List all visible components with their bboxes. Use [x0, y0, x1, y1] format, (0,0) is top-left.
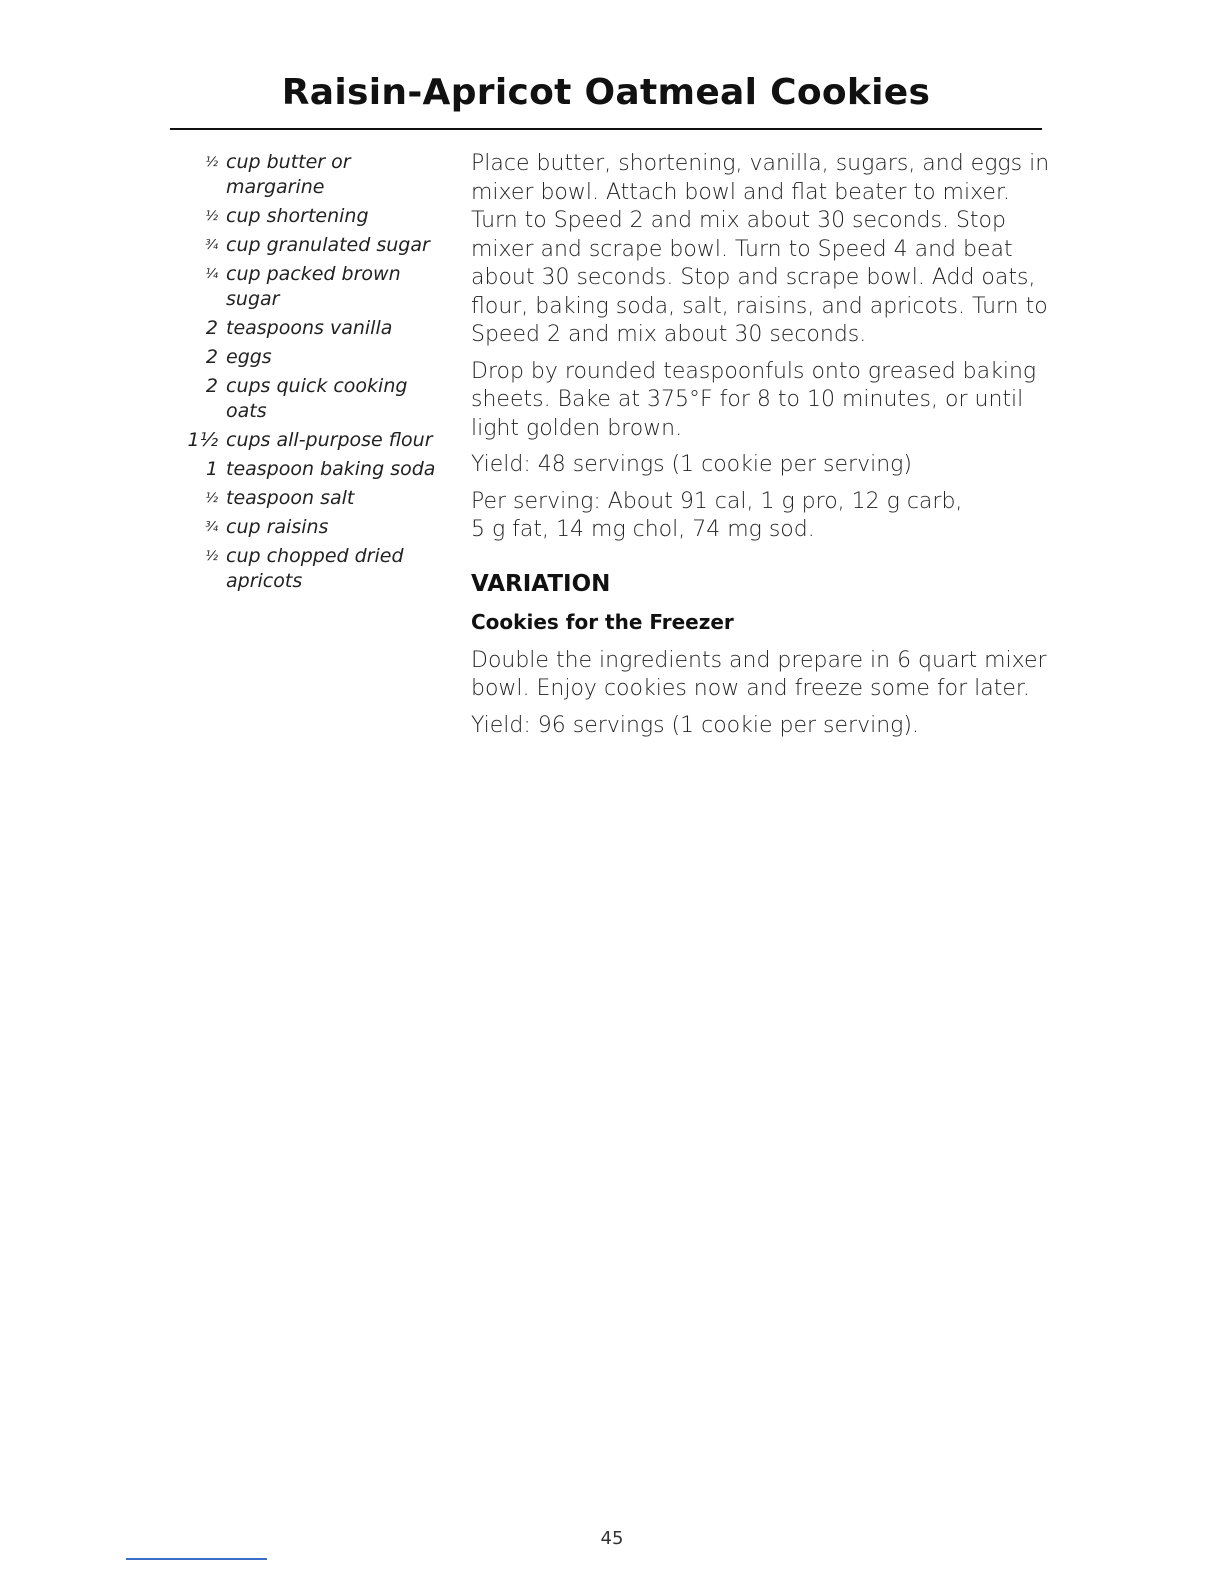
variation-yield-text: Yield: 96 servings (1 cookie per serving). — [471, 712, 919, 738]
ingredient-quantity: ½ — [205, 209, 218, 224]
variation-text: Double the ingredients and prepare in 6 quart mixer bowl. Enjoy cookies now and freeze some for later. — [471, 647, 1047, 701]
ingredient-quantity: 2 — [205, 375, 218, 397]
ingredient-text: cups quick cooking oats — [226, 375, 408, 422]
ingredient-text: eggs — [226, 346, 272, 368]
directions-step-2: Drop by rounded teaspoonfuls onto greased baking sheets. Bake at 375°F for 8 to 10 minutes, or until light golden brown. — [471, 358, 1037, 441]
ingredient-text: cup packed brown sugar — [226, 263, 401, 310]
ingredient-text: teaspoon salt — [226, 487, 355, 509]
variation-subheading: Cookies for the Freezer — [471, 609, 734, 634]
ingredient-item — [180, 428, 450, 453]
nutrition-line-2: 5 g fat, 14 mg chol, 74 mg sod. — [471, 517, 815, 542]
ingredient-item — [180, 262, 450, 312]
ingredient-quantity: ¼ — [205, 267, 218, 282]
ingredient-quantity: ½ — [205, 491, 218, 506]
ingredient-quantity: 1½ — [187, 429, 218, 451]
ingredient-item — [180, 204, 450, 229]
directions-step-1: Place butter, shortening, vanilla, sugars, and eggs in mixer bowl. Attach bowl and flat beater to mixer. Turn to Speed 2 and mix about 30 seconds. Stop mixer and scrape bowl. Turn to Speed 4 and beat about 30 seconds. Stop and scrape bowl. Add oats, flour, baking soda, salt, raisins, and apricots. Turn to Speed 2 and mix about 30 seconds. — [471, 151, 1050, 347]
ingredient-quantity: ¾ — [205, 238, 218, 253]
ingredient-item — [180, 457, 450, 482]
ingredient-quantity: 2 — [205, 346, 218, 368]
ingredient-item — [180, 233, 450, 258]
ingredient-text: cup shortening — [226, 205, 369, 227]
page-title: Raisin-Apricot Oatmeal Cookies — [281, 72, 931, 113]
ingredient-text: cup chopped dried apricots — [226, 545, 404, 592]
ingredient-item — [180, 316, 450, 341]
ingredient-item — [180, 515, 450, 540]
directions-column — [471, 150, 1051, 748]
ingredient-text: cup granulated sugar — [226, 234, 430, 256]
title-divider — [170, 128, 1042, 130]
ingredient-quantity: ½ — [205, 549, 218, 564]
ingredient-item — [180, 374, 450, 424]
ingredient-quantity: ½ — [205, 155, 218, 170]
yield-text: Yield: 48 servings (1 cookie per serving) — [471, 452, 912, 477]
ingredient-text: cup raisins — [226, 516, 329, 538]
ingredient-item — [180, 544, 450, 594]
ingredient-quantity: 2 — [205, 317, 218, 339]
ingredient-text: cup butter or margarine — [226, 151, 351, 198]
ingredient-list — [180, 150, 450, 598]
ingredient-item — [180, 486, 450, 511]
nutrition-text — [471, 488, 1051, 545]
ingredient-item — [180, 150, 450, 200]
nutrition-line-1: Per serving: About 91 cal, 1 g pro, 12 g carb, — [471, 488, 963, 514]
ingredient-item — [180, 345, 450, 370]
ingredient-text: teaspoon baking soda — [226, 458, 436, 480]
ingredient-text: teaspoons vanilla — [226, 317, 393, 339]
ingredient-quantity: ¾ — [205, 520, 218, 535]
footer-divider — [126, 1558, 267, 1560]
page-number: 45 — [600, 1528, 624, 1549]
variation-heading: VARIATION — [471, 570, 611, 597]
ingredient-quantity: 1 — [205, 458, 218, 480]
ingredient-text: cups all-purpose flour — [226, 429, 433, 451]
